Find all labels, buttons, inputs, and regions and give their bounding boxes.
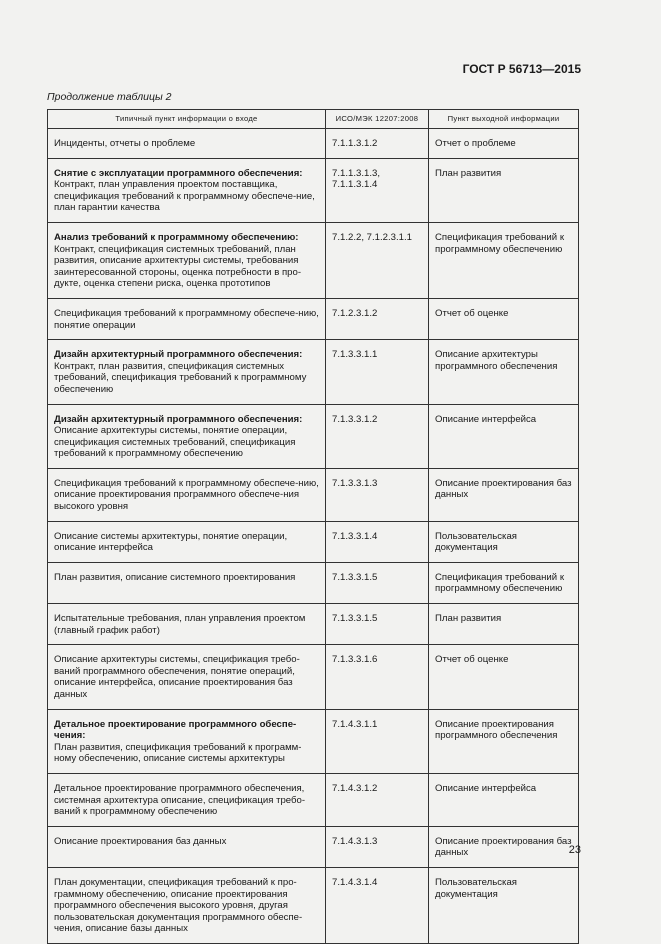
input-info-text: План развития, описание системного проектирования	[54, 571, 296, 583]
standard-ref-text: 7.1.4.3.1.1	[332, 718, 378, 730]
standard-ref-cell	[326, 132, 429, 158]
standard-ref-text: 7.1.2.2, 7.1.2.3.1.1	[332, 231, 413, 243]
input-info-text: Спецификация требований к программному обеспече-нию, понятие операции	[54, 307, 319, 331]
output-info-text: Отчет об оценке	[435, 654, 509, 666]
input-info-cell	[48, 162, 326, 223]
table-row	[48, 713, 579, 774]
table-row	[48, 871, 579, 943]
output-info-cell	[429, 525, 579, 563]
table-row	[48, 162, 579, 223]
standard-ref-text: 7.1.3.3.1.1	[332, 349, 378, 361]
input-info-cell	[48, 132, 326, 158]
standard-ref-cell	[326, 408, 429, 469]
section-heading: Анализ требований к программному обеспечению:	[54, 231, 299, 243]
output-info-text: Спецификация требований к программному обеспечению	[435, 571, 565, 595]
standard-ref-cell	[326, 648, 429, 709]
table-row	[48, 302, 579, 340]
output-info-cell	[429, 648, 579, 709]
standard-ref-cell	[326, 472, 429, 521]
output-info-text: Описание проектирования баз данных	[435, 477, 572, 501]
input-info-text: Описание системы архитектуры, понятие операции, описание интерфейса	[54, 530, 288, 554]
table-row	[48, 343, 579, 404]
output-info-cell	[429, 343, 579, 404]
standard-ref-cell	[326, 343, 429, 404]
input-info-cell	[48, 871, 326, 943]
standard-ref-text: 7.1.3.3.1.5	[332, 613, 378, 625]
output-info-text: Описание интерфейса	[435, 413, 537, 425]
standard-ref-cell	[326, 226, 429, 298]
input-info-text: Инциденты, отчеты о проблеме	[54, 138, 196, 149]
table-row	[48, 566, 579, 604]
table-row	[48, 648, 579, 709]
output-info-text: Описание проектирования баз данных	[435, 835, 572, 859]
output-info-cell	[429, 226, 579, 298]
standard-ref-cell	[326, 830, 429, 868]
input-info-cell	[48, 343, 326, 404]
standard-ref-text: 7.1.2.3.1.2	[332, 307, 378, 319]
output-info-cell	[429, 607, 579, 645]
input-info-cell	[48, 607, 326, 645]
standard-ref-text: 7.1.3.3.1.2	[332, 413, 378, 425]
table-body	[48, 129, 579, 944]
output-info-cell	[429, 302, 579, 340]
table-caption: Продолжение таблицы 2	[47, 91, 172, 103]
input-info-text: План документации, спецификация требований к про-граммному обеспечению, описание проектирования программного обеспечения высокого уровня, другая пользовательская документация программного обеспе-чения, описание базы данных	[54, 876, 303, 935]
output-info-text: Отчет об оценке	[435, 307, 509, 319]
standard-ref-text: 7.1.4.3.1.2	[332, 782, 378, 794]
output-info-text: План развития	[435, 167, 502, 179]
input-info-text: План развития, спецификация требований к программ-ному обеспечению, описание системы архитектуры	[54, 741, 302, 765]
standard-ref-cell	[326, 162, 429, 223]
input-info-text: Описание проектирования баз данных	[54, 835, 227, 847]
standard-ref-cell	[326, 566, 429, 604]
table-row	[48, 777, 579, 826]
input-info-cell	[48, 525, 326, 563]
standard-ref-text: 7.1.3.3.1.6	[332, 654, 378, 666]
output-info-cell	[429, 871, 579, 943]
input-info-text: Описание архитектуры системы, спецификация требо-ваний программного обеспечения, понятие операций, описание интерфейса, описание проектирования баз данных	[54, 654, 300, 700]
input-info-cell	[48, 226, 326, 298]
standard-ref-cell	[326, 713, 429, 774]
output-info-text: Описание проектирования программного обеспечения	[435, 718, 558, 742]
input-info-cell	[48, 713, 326, 774]
document-code: ГОСТ Р 56713—2015	[462, 62, 581, 76]
requirements-table	[47, 109, 579, 944]
section-heading: Дизайн архитектурный программного обеспечения:	[54, 413, 303, 425]
column-header-input: Типичный пункт информации о входе	[48, 110, 326, 129]
input-info-text: Контракт, план управления проектом поставщика, спецификация требований к программному обеспече-ние, план гарантии качества	[54, 179, 315, 214]
table-row	[48, 408, 579, 469]
section-heading: Детальное проектирование программного обеспе-чения:	[54, 718, 297, 742]
output-info-text: Пользовательская документация	[435, 530, 517, 554]
standard-ref-text: 7.1.3.3.1.5	[332, 571, 378, 583]
input-info-text: Контракт, спецификация системных требований, план развития, описание архитектуры системы, требования заинтересованной стороны, оценка потребности в про-дукте, оценка степени риска, оценка прототипов	[54, 243, 302, 290]
input-info-cell	[48, 302, 326, 340]
input-info-cell	[48, 830, 326, 868]
standard-ref-text: 7.1.3.3.1.3	[332, 477, 378, 489]
input-info-text: Детальное проектирование программного обеспечения, системная архитектура описание, спецификация требо-ваний к программному обеспечению	[54, 782, 306, 818]
standard-ref-cell	[326, 525, 429, 563]
table-row	[48, 607, 579, 645]
output-info-text: Описание архитектуры программного обеспечения	[435, 349, 558, 372]
standard-ref-cell	[326, 302, 429, 340]
output-info-cell	[429, 830, 579, 868]
input-info-text: Испытательные требования, план управления проектом (главный график работ)	[54, 613, 306, 636]
output-info-text: План развития	[435, 613, 502, 625]
standard-ref-cell	[326, 777, 429, 826]
output-info-cell	[429, 777, 579, 826]
output-info-cell	[429, 713, 579, 774]
output-info-cell	[429, 566, 579, 604]
table-row	[48, 226, 579, 298]
standard-ref-text: 7.1.3.3.1.4	[332, 530, 378, 542]
output-info-cell	[429, 472, 579, 521]
section-heading: Снятие с эксплуатации программного обеспечения:	[54, 167, 303, 179]
standard-ref-text: 7.1.1.3.1.2	[332, 138, 378, 149]
output-info-cell	[429, 408, 579, 469]
table-row	[48, 830, 579, 868]
standard-ref-cell	[326, 871, 429, 943]
input-info-text: Спецификация требований к программному обеспече-нию, описание проектирования программного обеспече-ния высокого уровня	[54, 477, 319, 513]
table-row	[48, 525, 579, 563]
standard-ref-text: 7.1.4.3.1.3	[332, 835, 378, 847]
output-info-cell	[429, 162, 579, 223]
table-row	[48, 472, 579, 521]
table-row	[48, 132, 579, 158]
output-info-text: Пользовательская документация	[435, 876, 517, 900]
output-info-cell	[429, 132, 579, 158]
standard-ref-text: 7.1.4.3.1.4	[332, 876, 378, 888]
input-info-text: Описание архитектуры системы, понятие операции, спецификация системных требований, спецификация требований к программному обеспечению	[54, 425, 296, 460]
standard-ref-text: 7.1.1.3.1.3, 7.1.1.3.1.4	[332, 167, 381, 191]
column-header-standard: ИСО/МЭК 12207:2008	[326, 110, 429, 129]
input-info-cell	[48, 777, 326, 826]
input-info-cell	[48, 472, 326, 521]
output-info-text: Описание интерфейса	[435, 782, 537, 794]
table-header-row	[48, 110, 579, 129]
column-header-output: Пункт выходной информации	[429, 110, 579, 129]
output-info-text: Спецификация требований к программному обеспечению	[435, 231, 565, 255]
standard-ref-cell	[326, 607, 429, 645]
section-heading: Дизайн архитектурный программного обеспечения:	[54, 349, 303, 361]
page-number: 23	[568, 844, 581, 856]
input-info-text: Контракт, план развития, спецификация системных требований, спецификация требований к программному обеспечению	[54, 360, 307, 395]
input-info-cell	[48, 566, 326, 604]
output-info-text: Отчет о проблеме	[435, 138, 516, 149]
input-info-cell	[48, 408, 326, 469]
input-info-cell	[48, 648, 326, 709]
